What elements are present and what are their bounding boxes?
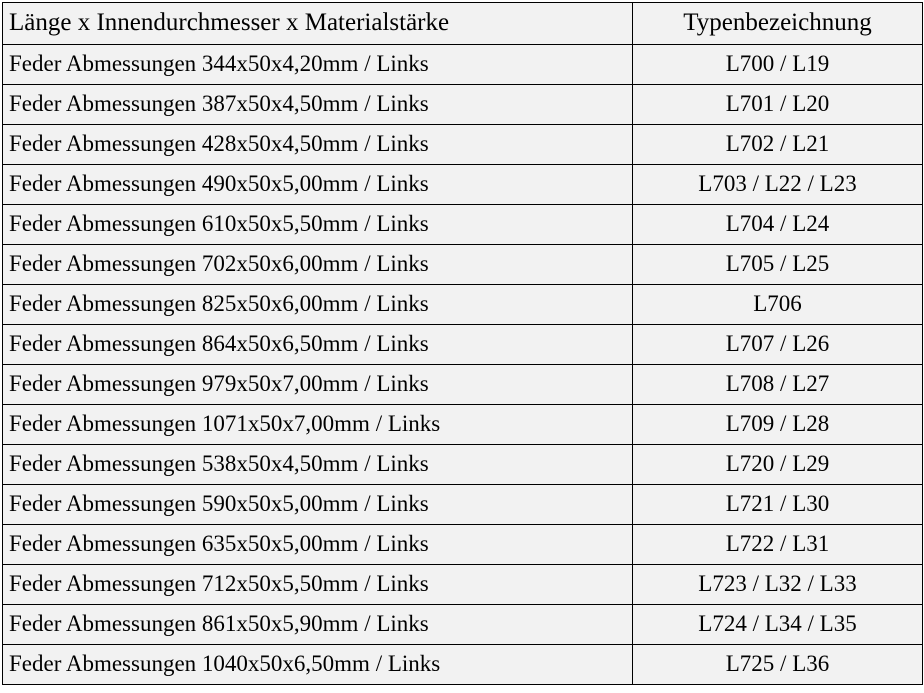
- cell-type: L707 / L26: [633, 325, 923, 365]
- cell-dimensions: Feder Abmessungen 610x50x5,50mm / Links: [3, 205, 633, 245]
- table-body: [3, 45, 923, 685]
- table-row: [3, 605, 923, 645]
- table-row: [3, 365, 923, 405]
- table-row: [3, 125, 923, 165]
- cell-dimensions: Feder Abmessungen 712x50x5,50mm / Links: [3, 565, 633, 605]
- cell-dimensions: Feder Abmessungen 825x50x6,00mm / Links: [3, 285, 633, 325]
- cell-dimensions: Feder Abmessungen 428x50x4,50mm / Links: [3, 125, 633, 165]
- cell-type: L721 / L30: [633, 485, 923, 525]
- cell-type: L708 / L27: [633, 365, 923, 405]
- cell-type: L722 / L31: [633, 525, 923, 565]
- table-row: [3, 85, 923, 125]
- cell-dimensions: Feder Abmessungen 635x50x5,00mm / Links: [3, 525, 633, 565]
- table-row: [3, 525, 923, 565]
- cell-type: L709 / L28: [633, 405, 923, 445]
- cell-type: L725 / L36: [633, 645, 923, 685]
- cell-dimensions: Feder Abmessungen 490x50x5,00mm / Links: [3, 165, 633, 205]
- cell-dimensions: Feder Abmessungen 387x50x4,50mm / Links: [3, 85, 633, 125]
- table-row: [3, 205, 923, 245]
- table-row: [3, 565, 923, 605]
- cell-dimensions: Feder Abmessungen 702x50x6,00mm / Links: [3, 245, 633, 285]
- spring-specification-table: [2, 2, 923, 685]
- table-row: [3, 245, 923, 285]
- cell-type: L706: [633, 285, 923, 325]
- table-row: [3, 485, 923, 525]
- cell-dimensions: Feder Abmessungen 344x50x4,20mm / Links: [3, 45, 633, 85]
- cell-type: L703 / L22 / L23: [633, 165, 923, 205]
- cell-dimensions: Feder Abmessungen 538x50x4,50mm / Links: [3, 445, 633, 485]
- table-row: [3, 645, 923, 685]
- cell-dimensions: Feder Abmessungen 1071x50x7,00mm / Links: [3, 405, 633, 445]
- column-header-dimensions: Länge x Innendurchmesser x Materialstärke: [3, 3, 633, 45]
- table-row: [3, 445, 923, 485]
- cell-type: L724 / L34 / L35: [633, 605, 923, 645]
- table-row: [3, 325, 923, 365]
- table-row: [3, 45, 923, 85]
- table-row: [3, 165, 923, 205]
- cell-dimensions: Feder Abmessungen 1040x50x6,50mm / Links: [3, 645, 633, 685]
- document-sheet: [0, 2, 924, 693]
- cell-type: L701 / L20: [633, 85, 923, 125]
- cell-type: L720 / L29: [633, 445, 923, 485]
- cell-dimensions: Feder Abmessungen 861x50x5,90mm / Links: [3, 605, 633, 645]
- cell-dimensions: Feder Abmessungen 864x50x6,50mm / Links: [3, 325, 633, 365]
- cell-type: L702 / L21: [633, 125, 923, 165]
- cell-type: L704 / L24: [633, 205, 923, 245]
- table-row: [3, 405, 923, 445]
- cell-type: L723 / L32 / L33: [633, 565, 923, 605]
- table-row: [3, 285, 923, 325]
- cell-dimensions: Feder Abmessungen 590x50x5,00mm / Links: [3, 485, 633, 525]
- cell-type: L705 / L25: [633, 245, 923, 285]
- table-header-row: [3, 3, 923, 45]
- cell-dimensions: Feder Abmessungen 979x50x7,00mm / Links: [3, 365, 633, 405]
- cell-type: L700 / L19: [633, 45, 923, 85]
- table-header: [3, 3, 923, 45]
- column-header-type: Typenbezeichnung: [633, 3, 923, 45]
